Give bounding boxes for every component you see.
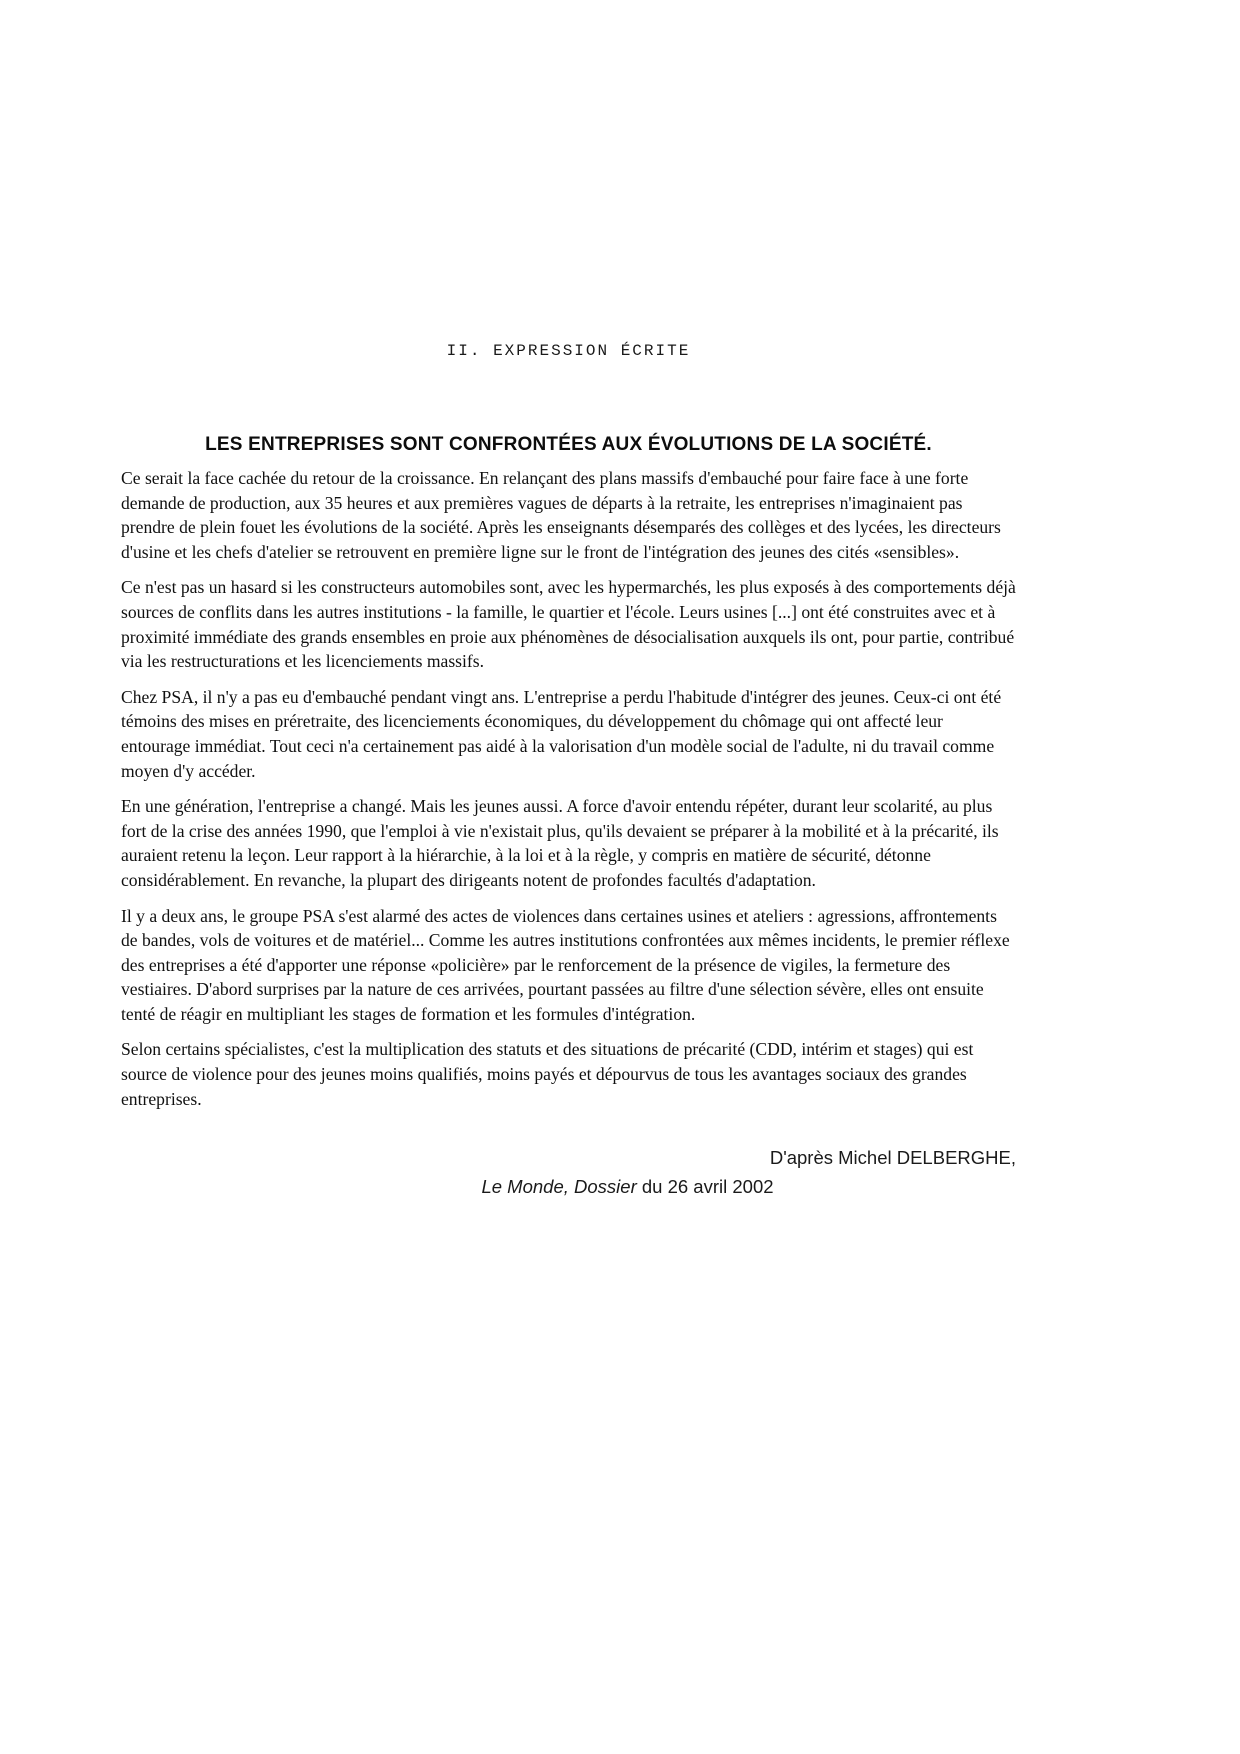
attribution-source-date: du 26 avril 2002 (641, 1176, 774, 1198)
paragraph-6: Selon certains spécialistes, c'est la multiplication des statuts et des situations de précarité (CDD, intérim et stages) qui est source de violence pour des jeunes moins qualifiés, moins payés et dépourvus de tous les avantages sociaux des grandes entreprises. (121, 1039, 974, 1109)
paragraph-2: Ce n'est pas un hasard si les constructeurs automobiles sont, avec les hypermarchés, les plus exposés à des comportements déjà sources de conflits dans les autres institutions - la famille, le quartier et l'école. Leurs usines [...] ont été construites avec et à proximité immédiate des grands ensembles en proie aux phénomènes de désocialisation auxquels ils ont, pour partie, contribué via les restructurations et les licenciements massifs. (121, 577, 1016, 672)
paragraph-5: Il y a deux ans, le groupe PSA s'est alarmé des actes de violences dans certaines usines et ateliers : agressions, affrontements de bandes, vols de voitures et de matériel... Comme les autres institutions confrontées aux mêmes incidents, le premier réflexe des entreprises a été d'apporter une réponse «policière» par le renforcement de la présence de vigiles, la fermeture des vestiaires. D'abord surprises par la nature de ces arrivées, pourtant passées au filtre d'une sélection sévère, elles ont ensuite tenté de réagir en multipliant les stages de formation et les formules d'intégration. (121, 905, 1010, 1024)
paragraph-3: Chez PSA, il n'y a pas eu d'embauché pendant vingt ans. L'entreprise a perdu l'habitude d'intégrer des jeunes. Ceux-ci ont été témoins des mises en préretraite, des licenciements économiques, du développement du chômage qui ont affecté leur entourage immédiat. Tout ceci n'a certainement pas aidé à la valorisation d'un modèle social de l'adulte, ni du travail comme moyen d'y accéder. (121, 686, 1002, 781)
attribution-author: D'après Michel DELBERGHE, (769, 1147, 1016, 1169)
paragraph-1: Ce serait la face cachée du retour de la croissance. En relançant des plans massifs d'embauché pour faire face à une forte demande de production, aux 35 heures et aux premières vagues de départs à la retraite, les entreprises n'imaginaient pas prendre de plein fouet les évolutions de la société. Après les enseignants désemparés des collèges et des lycées, les directeurs d'usine et les chefs d'atelier se retrouvent en première ligne sur le front de l'intégration des jeunes des cités «sensibles». (121, 468, 1001, 562)
section-heading: II. EXPRESSION ÉCRITE (446, 342, 691, 360)
article-title: LES ENTREPRISES SONT CONFRONTÉES AUX ÉVOLUTIONS DE LA SOCIÉTÉ. (205, 434, 932, 455)
attribution (121, 1143, 1016, 1201)
paragraph-4: En une génération, l'entreprise a changé. Mais les jeunes aussi. A force d'avoir entendu répéter, durant leur scolarité, au plus fort de la crise des années 1990, que l'emploi à vie n'existait plus, qu'ils devaient se préparer à la mobilité et à la précarité, ils auraient retenu la leçon. Leur rapport à la hiérarchie, à la loi et à la règle, y compris en matière de sécurité, détonne considérablement. En revanche, la plupart des dirigeants notent de profondes facultés d'adaptation. (121, 796, 999, 890)
attribution-source-title: Le Monde, Dossier (481, 1176, 637, 1198)
attribution-source (180, 1172, 1075, 1201)
